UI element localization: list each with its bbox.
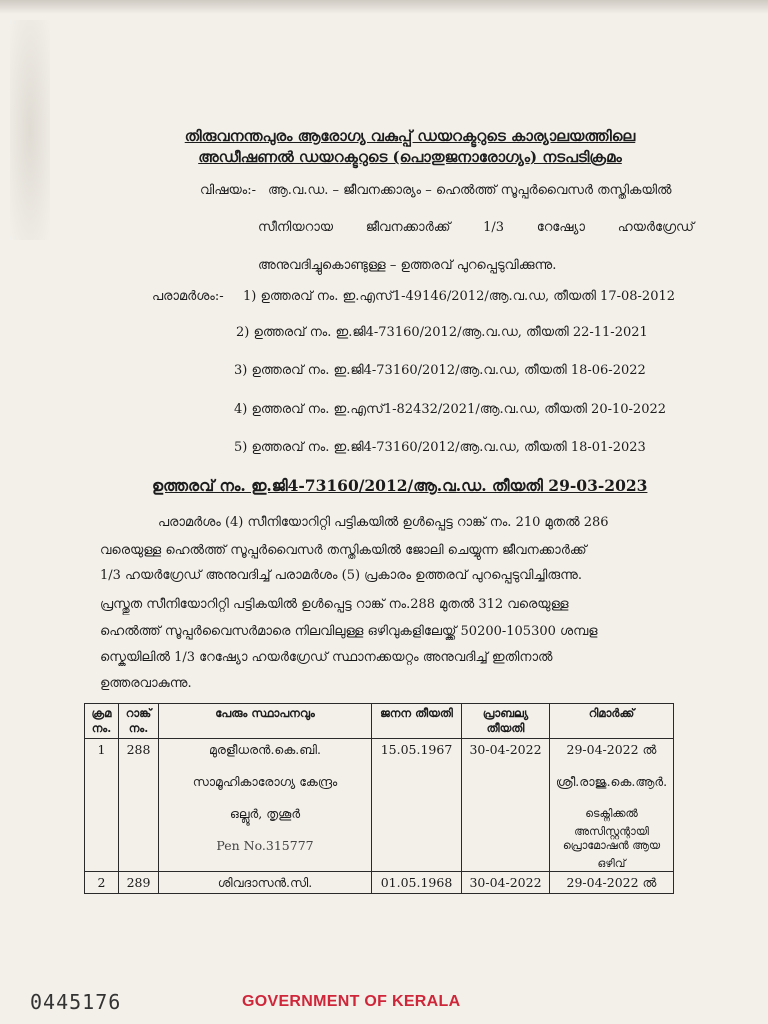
reference-item: 1) ഉത്തരവ് നം. ഇ.എസ്1-49146/2012/ആ.വ.ഡ, തീയതി 17-08-2012 <box>243 289 676 304</box>
body-line: പരാമർശം (4) സീനിയോറിറ്റി പട്ടികയിൽ ഉൾപ്പെട്ട റാങ്ക് നം. 210 മുതൽ 286 <box>158 515 609 530</box>
header-name-institution: പേരും സ്ഥാപനവും <box>159 704 372 739</box>
references-label: പരാമർശം:- <box>152 289 224 304</box>
cell-remarks <box>550 739 674 872</box>
body-line: വരെയുള്ള ഹെൽത്ത് സൂപ്പർവൈസർ തസ്തികയിൽ ജോലി ചെയ്യുന്ന ജീവനക്കാർക്ക് <box>100 543 587 558</box>
body-line: 1/3 ഹയർഗ്രേഡ് അനുവദിച്ച് പരാമർശം (5) പ്രകാരം ഉത്തരവ് പുറപ്പെടുവിച്ചിരുന്നു. <box>100 568 582 583</box>
reference-item: 4) ഉത്തരവ് നം. ഇ.എസ്1-82432/2021/ആ.വ.ഡ, തീയതി 20-10-2022 <box>234 402 667 417</box>
body-line: ഹെൽത്ത് സൂപ്പർവൈസർമാരെ നിലവിലുള്ള ഒഴിവുകളിലേയ്ക്ക് 50200-105300 ശമ്പള <box>100 624 598 639</box>
subject-word: 1/3 <box>483 220 505 235</box>
subject-word: റേഷ്യോ <box>536 220 585 235</box>
subject-line-2 <box>258 220 694 235</box>
cell-name-institution <box>159 739 372 872</box>
place-line: ഒല്ലൂർ, തൃശൂർ <box>229 806 301 821</box>
subject-label: വിഷയം:- <box>200 183 257 198</box>
cell-effective-date: 30-04-2022 <box>462 739 550 872</box>
cell-rank: 288 <box>119 739 159 872</box>
subject-word: സീനിയറായ <box>258 220 334 235</box>
cell-dob: 01.05.1968 <box>372 872 462 894</box>
reference-item: 3) ഉത്തരവ് നം. ഇ.ജി4-73160/2012/ആ.വ.ഡ, തീയതി 18-06-2022 <box>234 363 646 378</box>
body-line: പ്രസ്തുത സീനിയോറിറ്റി പട്ടികയിൽ ഉൾപ്പെട്ട റാങ്ക് നം.288 മുതൽ 312 വരെയുള്ള <box>100 597 569 612</box>
header-serial: ക്രമ നം. <box>85 704 119 739</box>
cell-name-institution: ശിവദാസൻ.സി. <box>159 872 372 894</box>
remark-line: 29-04-2022 ൽ <box>566 742 657 757</box>
body-line: ഉത്തരവാകുന്നു. <box>100 676 192 691</box>
subject-line-3: അനുവദിച്ചുകൊണ്ടുള്ള – ഉത്തരവ് പുറപ്പെടുവിക്കുന്നു. <box>258 258 557 273</box>
body-line: സ്കെയിലിൽ 1/3 റേഷ്യോ ഹയർഗ്രേഡ് സ്ഥാനക്കയറ്റം അനുവദിച്ച് ഇതിനാൽ <box>100 650 553 665</box>
cell-effective-date: 30-04-2022 <box>462 872 550 894</box>
header-rank: റാങ്ക് നം. <box>119 704 159 739</box>
remark-line: ശ്രീ.രാജു.കെ.ആർ. <box>555 774 668 789</box>
promotion-table <box>84 703 674 894</box>
government-footer: GOVERNMENT OF KERALA <box>242 993 461 1010</box>
title-line-2: അഡീഷണൽ ഡയറക്ടറുടെ (പൊതുജനാരോഗ്യം) നടപടിക്രമം <box>198 148 622 166</box>
table-row <box>85 872 674 894</box>
cell-rank: 289 <box>119 872 159 894</box>
table-row <box>85 739 674 872</box>
pen-number: Pen No.315777 <box>216 838 314 853</box>
header-effective-date: പ്രാബല്യ തീയതി <box>462 704 550 739</box>
cell-serial: 2 <box>85 872 119 894</box>
subject-line-1: ആ.വ.ഡ. – ജീവനക്കാര്യം – ഹെൽത്ത് സൂപ്പർവൈസർ തസ്തികയിൽ <box>268 183 672 198</box>
header-remarks: റിമാർക്ക് <box>550 704 674 739</box>
cell-serial: 1 <box>85 739 119 872</box>
cell-remarks: 29-04-2022 ൽ <box>550 872 674 894</box>
subject-word: ഹയർഗ്രേഡ് <box>617 220 694 235</box>
table-header-row <box>85 704 674 739</box>
name-line: മുരളീധരൻ.കെ.ബി. <box>209 742 321 757</box>
order-number-heading: ഉത്തരവ് നം. ഇ.ജി4-73160/2012/ആ.വ.ഡ. തീയതി 29-03-2023 <box>152 476 648 495</box>
page-top-edge <box>0 0 768 14</box>
header-dob: ജനന തീയതി <box>372 704 462 739</box>
scan-smudge <box>10 20 50 240</box>
remark-line: ടെക്നിക്കൽ അസിസ്റ്റന്റായി <box>574 807 649 838</box>
document-serial-number: 0445176 <box>30 990 122 1014</box>
title-line-1: തിരുവനന്തപുരം ആരോഗ്യ വകുപ്പ് ഡയറക്ടറുടെ കാര്യാലയത്തിലെ <box>184 127 636 145</box>
reference-item: 2) ഉത്തരവ് നം. ഇ.ജി4-73160/2012/ആ.വ.ഡ, തീയതി 22-11-2021 <box>236 325 648 340</box>
reference-item: 5) ഉത്തരവ് നം. ഇ.ജി4-73160/2012/ആ.വ.ഡ, തീയതി 18-01-2023 <box>234 440 646 455</box>
cell-dob: 15.05.1967 <box>372 739 462 872</box>
remark-line: പ്രൊമോഷൻ ആയ ഒഴിവ് <box>562 839 661 870</box>
institution-line: സാമൂഹികാരോഗ്യ കേന്ദ്രം <box>192 774 338 789</box>
subject-word: ജീവനക്കാർക്ക് <box>365 220 451 235</box>
